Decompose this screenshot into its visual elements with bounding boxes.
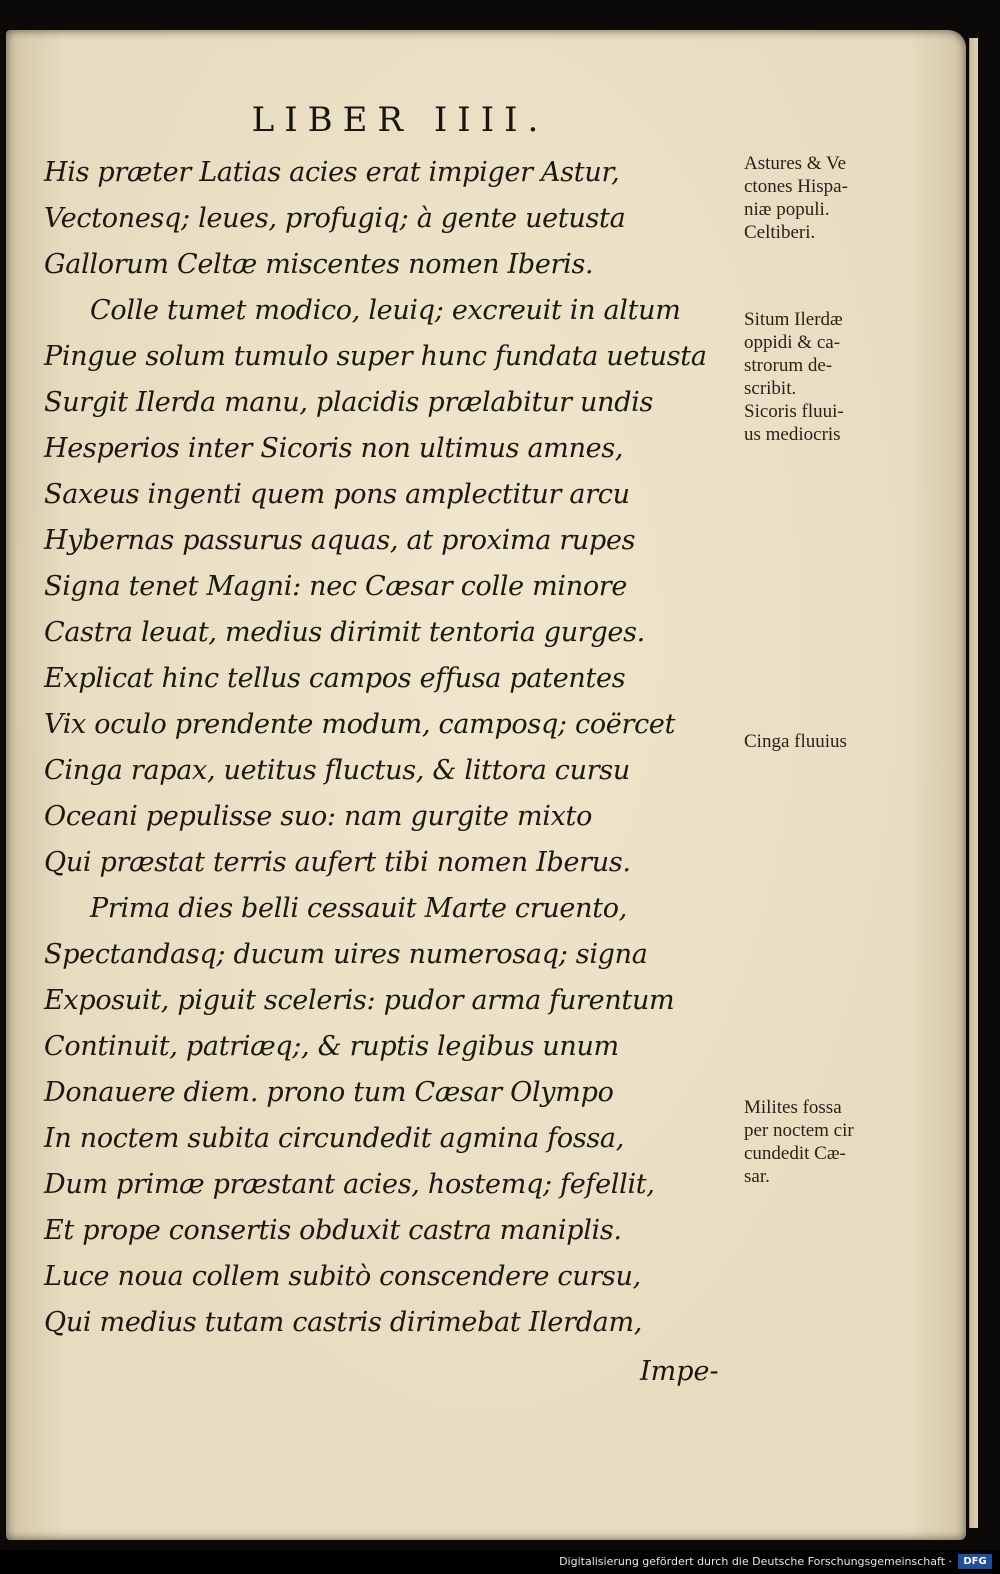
verse-line: Cinga rapax, uetitus fluctus, & littora cursu	[44, 755, 630, 786]
margin-note-astures: Astures & Ve ctones Hispa- niæ populi. Celtiberi.	[744, 153, 848, 243]
verse-line: Donauere diem. prono tum Cæsar Olympo	[44, 1077, 614, 1108]
dfg-logo: DFG	[958, 1554, 992, 1569]
verse-line: Castra leuat, medius dirimit tentoria gurges.	[44, 617, 645, 648]
verse-block	[44, 150, 734, 1346]
margin-note-cinga: Cinga fluuius	[744, 731, 847, 752]
verse-line: Gallorum Celtæ miscentes nomen Iberis.	[44, 249, 594, 280]
verse-line: Spectandasq; ducum uires numerosaq; signa	[44, 939, 648, 970]
catchword: Impe-	[640, 1356, 719, 1387]
page-edge	[969, 38, 978, 1528]
margin-note-fossa: Milites fossa per noctem cir cundedit Cæ- sar.	[744, 1097, 854, 1187]
verse-line: Vix oculo prendente modum, camposq; coërcet	[44, 709, 676, 740]
verse-line: Surgit Ilerda manu, placidis prælabitur undis	[44, 387, 654, 418]
footer-credit: Digitalisierung gefördert durch die Deutsche Forschungsgemeinschaft ·	[559, 1555, 952, 1568]
verse-line: Et prope consertis obduxit castra maniplis.	[44, 1215, 622, 1246]
verse-line: Hesperios inter Sicoris non ultimus amnes,	[44, 433, 624, 464]
verse-line: Hybernas passurus aquas, at proxima rupes	[44, 525, 636, 556]
verse-line: Qui præstat terris aufert tibi nomen Iberus.	[44, 847, 631, 878]
footer-bar	[0, 1550, 1000, 1574]
verse-line: Signa tenet Magni: nec Cæsar colle minore	[44, 571, 628, 602]
verse-line: Saxeus ingenti quem pons amplectitur arcu	[44, 479, 630, 510]
verse-line: Oceani pepulisse suo: nam gurgite mixto	[44, 801, 593, 832]
verse-line: Dum primæ præstant acies, hostemq; fefellit,	[44, 1169, 655, 1200]
verse-line: In noctem subita circundedit agmina fossa,	[44, 1123, 625, 1154]
verse-line: Qui medius tutam castris dirimebat Ilerdam,	[44, 1307, 643, 1338]
running-head: LIBER IIII.	[251, 100, 549, 140]
verse-line: Prima dies belli cessauit Marte cruento,	[90, 893, 627, 924]
verse-line: His præter Latias acies erat impiger Astur,	[44, 157, 620, 188]
verse-line: Colle tumet modico, leuiq; excreuit in altum	[90, 295, 681, 326]
verse-line: Exposuit, piguit sceleris: pudor arma furentum	[44, 985, 675, 1016]
margin-note-ilerda: Situm Ilerdæ oppidi & ca- strorum de- scribit. Sicoris fluui- us mediocris	[744, 309, 844, 445]
verse-line: Vectonesq; leues, profugiq; à gente uetusta	[44, 203, 626, 234]
verse-line: Luce noua collem subitò conscendere cursu,	[44, 1261, 641, 1292]
verse-line: Explicat hinc tellus campos effusa patentes	[44, 663, 626, 694]
verse-line: Continuit, patriæq;, & ruptis legibus unum	[44, 1031, 619, 1062]
verse-line: Pingue solum tumulo super hunc fundata uetusta	[44, 341, 707, 372]
